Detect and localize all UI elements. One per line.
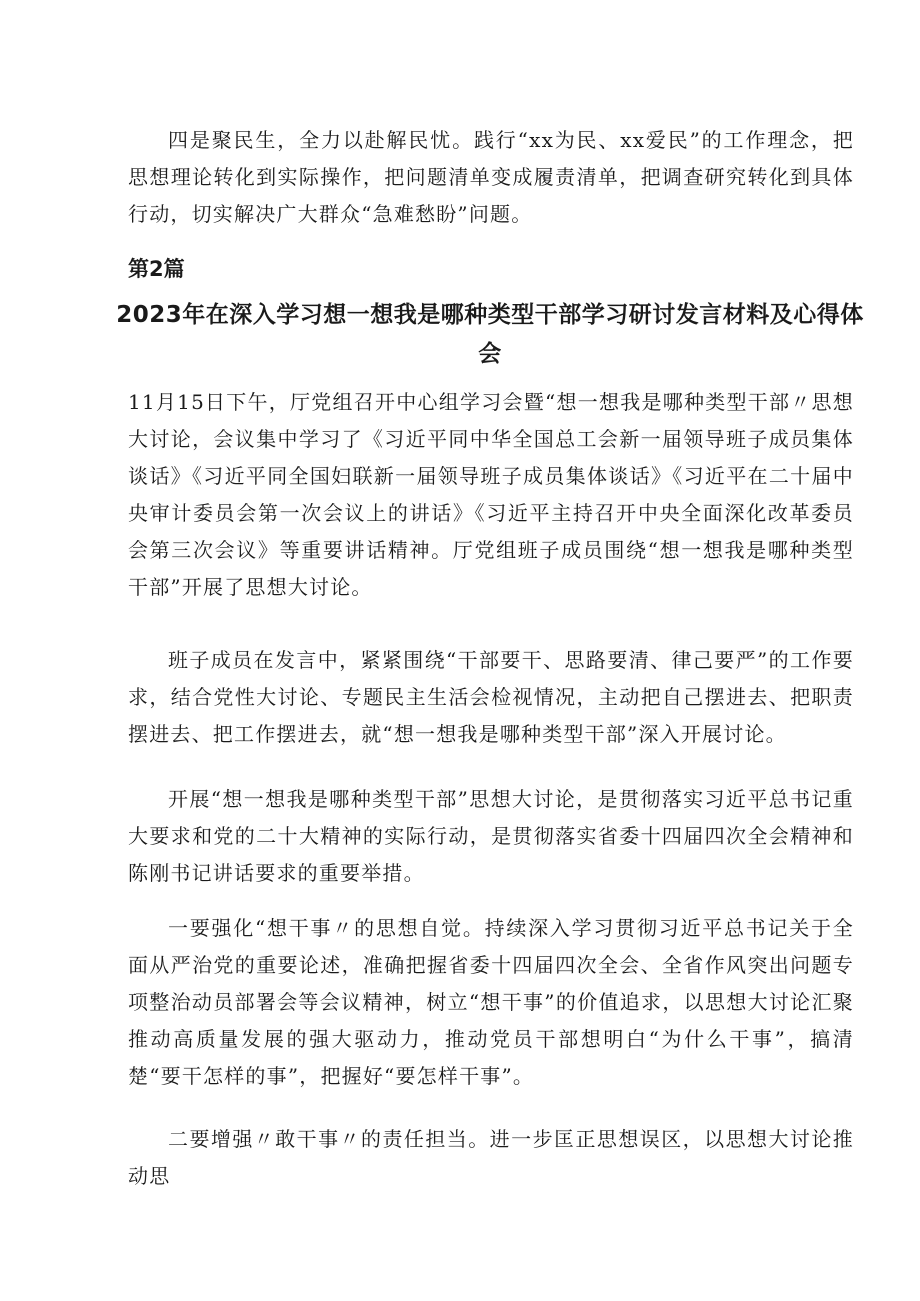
- document-title: 2023年在深入学习想一想我是哪种类型干部学习研讨发言材料及心得体会: [116, 302, 864, 367]
- paragraph-2: 班子成员在发言中，紧紧围绕“干部要干、思路要清、律己要严”的工作要求，结合党性大讨论、专题民主生活会检视情况，主动把自己摆进去、把职责摆进去、把工作摆进去，就“想一想我是哪种类型干部”深入开展讨论。: [128, 648, 854, 746]
- paragraph-4: 一要强化“想干事〃的思想自觉。持续深入学习贯彻习近平总书记关于全面从严治党的重要论述，准确把握省委十四届四次全会、全省作风突出问题专项整治动员部署会等会议精神，树立“想干事”的价值追求，以思想大讨论汇聚推动高质量发展的强大驱动力，推动党员干部想明白“为什么干事”，搞清楚“要干怎样的事”，把握好“要怎样干事”。: [128, 916, 854, 1088]
- paragraph-intro: 四是聚民生，全力以赴解民忧。践行“xx为民、xx爱民”的工作理念，把思想理论转化到实际操作，把问题清单变成履责清单，把调查研究转化到具体行动，切实解决广大群众“急难愁盼”问题。: [128, 128, 854, 226]
- paragraph-5: 二要增强〃敢干事〃的责任担当。进一步匡正思想误区，以思想大讨论推动思: [128, 1127, 854, 1188]
- section-label: 第2篇: [128, 257, 185, 281]
- paragraph-1: 11月15日下午，厅党组召开中心组学习会暨“想一想我是哪种类型干部〃思想大讨论，会议集中学习了《习近平同中华全国总工会新一届领导班子成员集体谈话》《习近平同全国妇联新一届领导班子成员集体谈话》《习近平在二十届中央审计委员会第一次会议上的讲话》《习近平主持召开中央全面深化改革委员会第三次会议》等重要讲话精神。厅党组班子成员围绕“想一想我是哪种类型干部”开展了思想大讨论。: [128, 390, 854, 599]
- paragraph-3: 开展“想一想我是哪种类型干部”思想大讨论，是贯彻落实习近平总书记重大要求和党的二十大精神的实际行动，是贯彻落实省委十四届四次全会精神和陈刚书记讲话要求的重要举措。: [128, 787, 854, 885]
